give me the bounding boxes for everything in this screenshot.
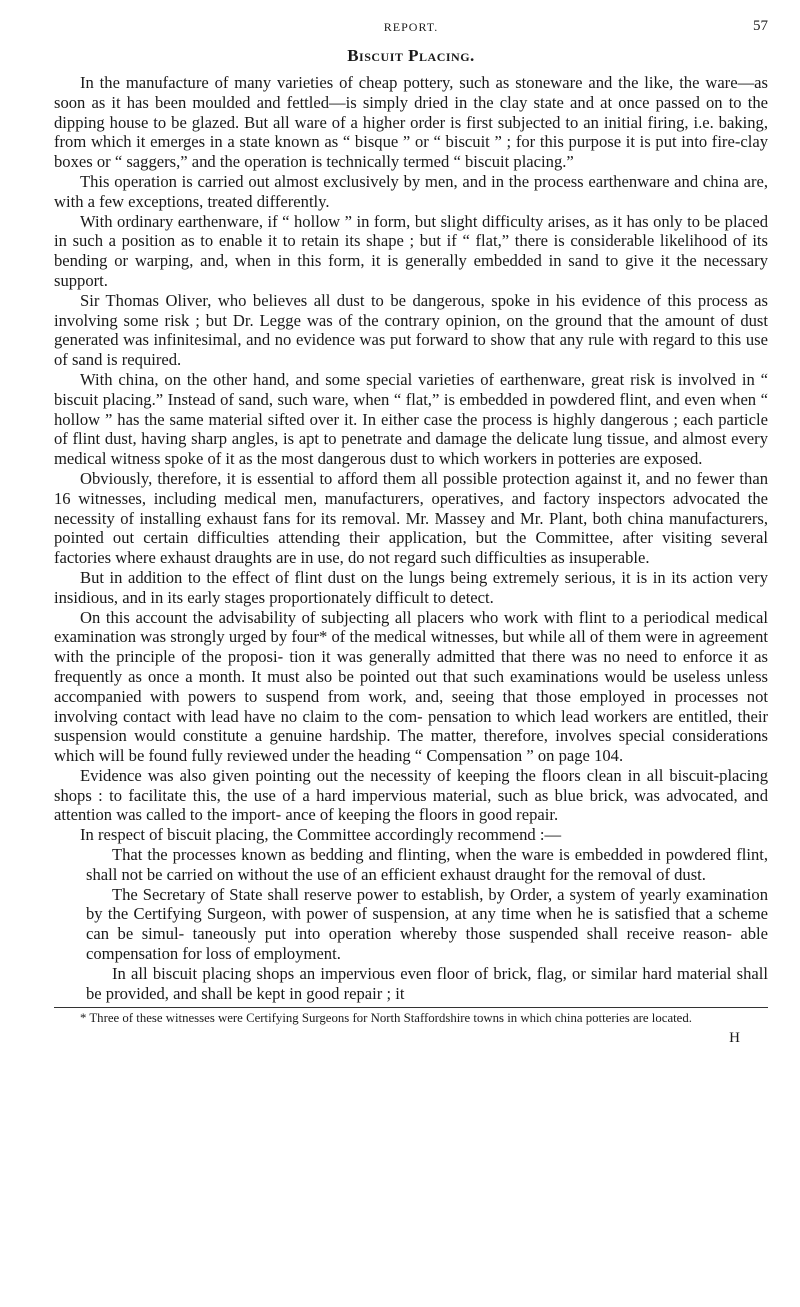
paragraph: On this account the advisability of subjecting all placers who work with flint to a periodical medical examination was strongly urged by four* of the medical witnesses, but while all of them were in agreement with the principle of the proposi- tion it was generally admitted that there was no need to enforce it as frequently as once a month. It must also be pointed out that such examinations would be useless unless accompanied with powers to suspend from work, and, seeing that those employed in processes not involving contact with lead have no claim to the com- pensation to which lead workers are entitled, their suspension would constitute a genuine hardship. The matter, therefore, involves special considerations which will be found fully reviewed under the heading “ Compensation ” on page 104. bbox=[54, 607, 768, 766]
recommendation: The Secretary of State shall reserve power to establish, by Order, a system of yearly examination by the Certifying Surgeon, with power of suspension, at any time when he is satisfied that a scheme can be simul- taneously put into operation whereby those suspended shall receive reason- able compensation for loss of employment. bbox=[86, 884, 768, 964]
footnote-divider bbox=[54, 1007, 768, 1008]
recommendation: That the processes known as bedding and flinting, when the ware is embedded in powdered flint, shall not be carried on without the use of an efficient exhaust draught for the removal of dust. bbox=[86, 845, 768, 884]
footnote: * Three of these witnesses were Certifying Surgeons for North Staffordshire towns in which china potteries are located. bbox=[80, 1011, 692, 1026]
paragraph: Sir Thomas Oliver, who believes all dust to be dangerous, spoke in his evidence of this process as involving some risk ; but Dr. Legge was of the contrary opinion, on the ground that the amount of dust generated was infinitesimal, and no evidence was put forward to show that any rule with regard to this use of sand is required. bbox=[54, 290, 768, 370]
paragraph: This operation is carried out almost exclusively by men, and in the process earthenware and china are, with a few exceptions, treated differently. bbox=[54, 171, 768, 211]
page-number: 57 bbox=[753, 18, 768, 34]
signature-mark: H bbox=[729, 1030, 740, 1047]
paragraph: Obviously, therefore, it is essential to afford them all possible protection against it, and no fewer than 16 witnesses, including medical men, manufacturers, operatives, and factory inspectors advocated the necessity of installing exhaust fans for its removal. Mr. Massey and Mr. Plant, both china manufacturers, pointed out certain difficulties attending their application, but the Committee, after visiting several factories where exhaust draughts are in use, do not regard such difficulties as insuperable. bbox=[54, 468, 768, 568]
section-heading: Biscuit Placing. bbox=[347, 46, 475, 65]
recommendation: In all biscuit placing shops an impervious even floor of brick, flag, or similar hard material shall be provided, and shall be kept in good repair ; it bbox=[86, 963, 768, 1003]
paragraph: In the manufacture of many varieties of cheap pottery, such as stoneware and the like, the ware—as soon as it has been moulded and fettled—is simply dried in the clay state and at once passed on to the dipping house to be glazed. But all ware of a higher order is first subjected to an initial firing, i.e. baking, from which it emerges in a state known as “ bisque ” or “ biscuit ” ; for this purpose it is put into fire-clay boxes or “ saggers,” and the operation is technically termed “ biscuit placing.” bbox=[54, 73, 768, 172]
running-header bbox=[54, 18, 768, 38]
paragraph: With ordinary earthenware, if “ hollow ” in form, but slight difficulty arises, as it has only to be placed in such a position as to enable it to retain its shape ; but if “ flat,” there is considerable likelihood of its bending or warping, and, when in this form, it is generally embedded in sand to give it the necessary support. bbox=[54, 211, 768, 290]
paragraph: In respect of biscuit placing, the Committee accordingly recommend :— bbox=[80, 825, 562, 845]
running-title: REPORT. bbox=[383, 20, 439, 34]
paragraph: Evidence was also given pointing out the necessity of keeping the floors clean in all biscuit-placing shops : to facilitate this, the use of a hard impervious material, such as blue brick, was advocated, and attention was called to the import- ance of keeping the floors in good repair. bbox=[54, 765, 768, 825]
document-page bbox=[54, 18, 768, 1047]
paragraph: With china, on the other hand, and some special varieties of earthenware, great risk is involved in “ biscuit placing.” Instead of sand, such ware, when “ flat,” is embedded in powdered flint, and even when “ hollow ” has the same material sifted over it. In either case the process is highly dangerous ; each particle of flint dust, having sharp angles, is apt to penetrate and damage the delicate lung tissue, and almost every medical witness spoke of it as the most dangerous dust to which workers in potteries are exposed. bbox=[54, 369, 768, 469]
body-text bbox=[54, 73, 768, 1003]
paragraph: But in addition to the effect of flint dust on the lungs being extremely serious, it is in its action very insidious, and in its early stages proportionately difficult to detect. bbox=[54, 567, 768, 607]
